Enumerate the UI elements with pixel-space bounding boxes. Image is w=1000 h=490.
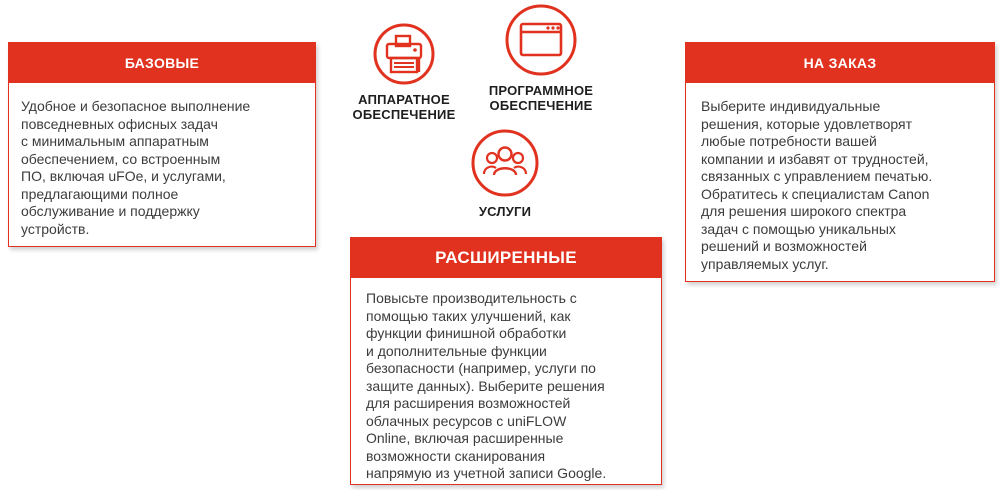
text-line: управляемых услуг. — [701, 255, 829, 272]
extended-card-text — [351, 278, 656, 483]
text-line: функции финишной обработки — [366, 325, 567, 341]
text-line: компании и избавят от трудностей, — [701, 150, 929, 167]
text-line: предлагающими полное — [21, 185, 179, 202]
browser-window-icon — [504, 3, 578, 77]
text-line: с минимальным аппаратным — [21, 133, 209, 149]
text-line: решений и возможностей — [701, 238, 867, 254]
basic-card — [8, 42, 316, 247]
text-line: повседневных офисных задач — [21, 115, 218, 132]
extended-card-title: РАСШИРЕННЫЕ — [351, 238, 661, 278]
custom-card-text — [686, 83, 981, 273]
text-line: Online, включая расширенные — [366, 430, 564, 446]
text-line: любые потребности вашей — [701, 133, 877, 149]
text-line: обслуживание и поддержку — [21, 203, 200, 219]
hardware-label — [338, 92, 470, 122]
hardware-hub — [338, 22, 470, 122]
text-line: Удобное и безопасное выполнение — [21, 98, 251, 114]
text-line: Обратитесь к специалистам Canon — [701, 185, 930, 202]
custom-card — [685, 42, 995, 282]
text-line: облачных ресурсов с uniFLOW — [366, 412, 567, 429]
basic-card-title: БАЗОВЫЕ — [9, 43, 315, 83]
text-line: Выберите индивидуальные — [701, 98, 881, 114]
label-line: ПРОГРАММНОЕ — [488, 83, 594, 98]
people-group-icon — [470, 128, 540, 198]
software-hub — [472, 3, 610, 113]
printer-icon — [372, 22, 436, 86]
text-line: устройств. — [21, 220, 90, 237]
software-label — [472, 83, 610, 113]
services-label — [455, 204, 555, 219]
text-line: безопасности (например, услуги по — [366, 360, 596, 376]
custom-card-title: НА ЗАКАЗ — [686, 43, 994, 83]
label-line: УСЛУГИ — [478, 204, 532, 219]
label-line: ОБЕСПЕЧЕНИЕ — [352, 107, 456, 122]
text-line: Повысьте производительность с — [366, 290, 577, 306]
text-line: ПО, включая uFOe, и услугами, — [21, 168, 226, 184]
text-line: задач с помощью уникальных — [701, 220, 896, 237]
basic-card-text — [9, 83, 301, 238]
text-line: обеспечением, со встроенным — [21, 150, 221, 167]
text-line: для решения широкого спектра — [701, 203, 907, 219]
services-hub — [455, 128, 555, 219]
label-line: АППАРАТНОЕ — [358, 92, 450, 107]
text-line: возможности сканирования — [366, 447, 546, 464]
text-line: и дополнительные функции — [366, 342, 547, 359]
label-line: ОБЕСПЕЧЕНИЕ — [489, 98, 593, 113]
text-line: защите данных). Выберите решения — [366, 377, 605, 394]
text-line: решения, которые удовлетворят — [701, 115, 913, 132]
text-line: для расширения возможностей — [366, 395, 571, 411]
text-line: напрямую из учетной записи Google. — [366, 465, 607, 481]
extended-card — [350, 237, 662, 485]
text-line: помощью таких улучшений, как — [366, 307, 571, 324]
text-line: связанных с управлением печатью. — [701, 168, 933, 184]
